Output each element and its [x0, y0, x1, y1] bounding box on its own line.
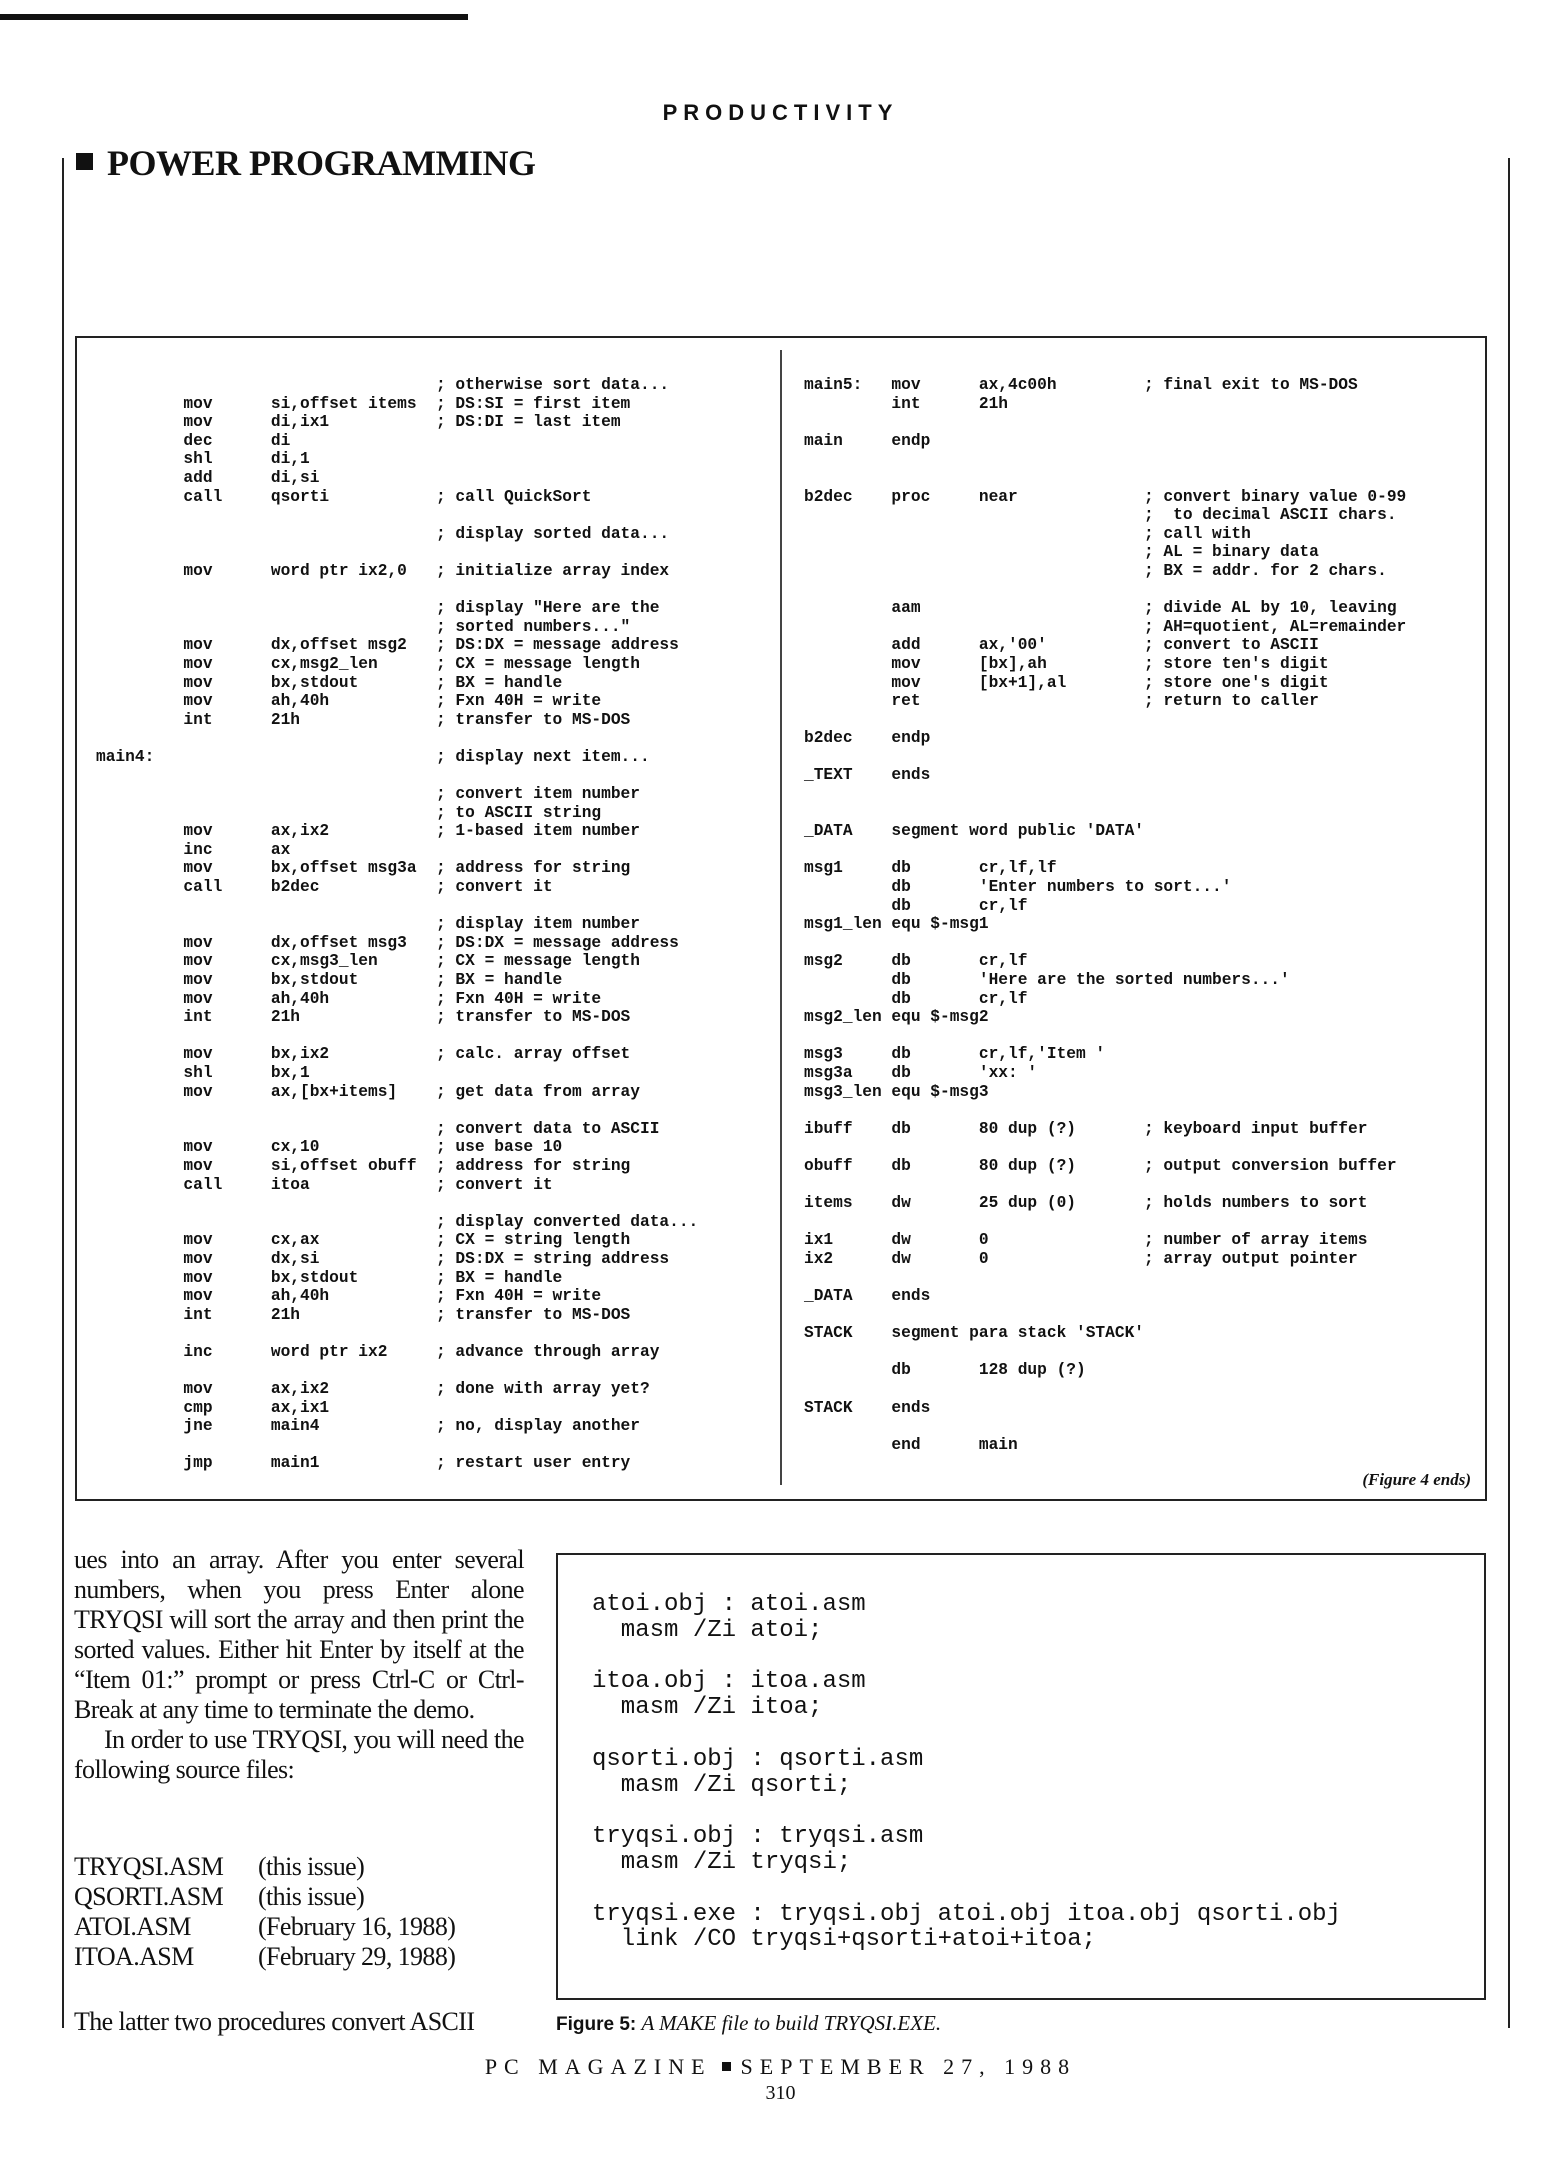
bullet-square-icon	[76, 153, 93, 170]
left-column-rule	[62, 158, 64, 2028]
file-name: ATOI.ASM	[74, 1912, 191, 1941]
file-row	[74, 1882, 455, 1912]
page-footer	[0, 2054, 1561, 2080]
body-last-line: The latter two procedures convert ASCII	[74, 2007, 475, 2036]
file-row	[74, 1852, 455, 1882]
caption-label: Figure 5:	[556, 2014, 637, 2035]
right-column-rule	[1508, 158, 1510, 2028]
file-name: QSORTI.ASM	[74, 1882, 224, 1911]
file-source: (this issue)	[258, 1882, 365, 1911]
file-row	[74, 1912, 455, 1942]
figure4-end-label: (Figure 4 ends)	[1362, 1470, 1471, 1489]
figure5-caption	[556, 2011, 941, 2036]
file-name: ITOA.ASM	[74, 1942, 194, 1971]
file-source: (this issue)	[258, 1852, 365, 1881]
file-source: (February 16, 1988)	[258, 1912, 456, 1941]
footer-bullet-icon	[722, 2062, 731, 2071]
caption-text: A MAKE file to build TRYQSI.EXE.	[641, 2011, 942, 2035]
body-paragraph-2: In order to use TRYQSI, you will need the following source files:	[74, 1725, 524, 1784]
listing-left-column: ; otherwise sort data... mov si,offset items ; DS:SI = first item mov di,ix1 ; DS:DI = last item dec di shl di,1 add di,si call qsorti ; call QuickSort ; display sorted data... mov word ptr ix2,0 ; initialize array index ; display "Here are the ; sorted numbers..." mov dx,offset msg2 ; DS:DX = message address mov cx,msg2_len ; CX = message length mov bx,stdout ; BX = handle mov ah,40h ; Fxn 40H = write int 21h ; transfer to MS-DOS main4: ; display next item... ; convert item number ; to ASCII string mov ax,ix2 ; 1-based item number inc ax mov bx,offset msg3a ; address for string call b2dec ; convert it ; display item number mov dx,offset msg3 ; DS:DX = message address mov cx,msg3_len ; CX = message length mov bx,stdout ; BX = handle mov ah,40h ; Fxn 40H = write int 21h ; transfer to MS-DOS mov bx,ix2 ; calc. array offset shl bx,1 mov ax,[bx+items] ; get data from array ; convert data to ASCII mov cx,10 ; use base 10 mov si,offset obuff ; address for string call itoa ; convert it ; display converted data... mov cx,ax ; CX = string length mov dx,si ; DS:DX = string address mov bx,stdout ; BX = handle mov ah,40h ; Fxn 40H = write int 21h ; transfer to MS-DOS inc word ptr ix2 ; advance through array mov ax,ix2 ; done with array yet? cmp ax,ix1 jne main4 ; no, display another jmp main1 ; restart user entry	[96, 376, 699, 1473]
listing-column-divider	[780, 350, 782, 1485]
column-title-text: POWER PROGRAMMING	[107, 143, 536, 183]
body-paragraph-1: ues into an array. After you enter several numbers, when you press Enter alone TRYQSI will sort the array and then print the sorted values. Either hit Enter by itself at the “Item 01:” prompt or press Ctrl-C or Ctrl-Break at any time to terminate the demo.	[74, 1545, 524, 1724]
figure5-make-file: atoi.obj : atoi.asm masm /Zi atoi; itoa.obj : itoa.asm masm /Zi itoa; qsorti.obj : qsorti.asm masm /Zi qsorti; tryqsi.obj : tryqsi.asm masm /Zi tryqsi; tryqsi.exe : tryqsi.obj atoi.obj itoa.obj qsorti.obj link /CO tryqsi+qsorti+atoi+itoa;	[592, 1591, 1341, 1954]
file-source: (February 29, 1988)	[258, 1942, 456, 1971]
section-label: PRODUCTIVITY	[662, 100, 899, 125]
listing-right-column: main5: mov ax,4c00h ; final exit to MS-DOS int 21h main endp b2dec proc near ; convert binary value 0-99 ; to decimal ASCII chars. ; call with ; AL = binary data ; BX = addr. for 2 chars. aam ; divide AL by 10, leaving ; AH=quotient, AL=remainder add ax,'00' ; convert to ASCII mov [bx],ah ; store ten's digit mov [bx+1],al ; store one's digit ret ; return to caller b2dec endp _TEXT ends _DATA segment word public 'DATA' msg1 db cr,lf,lf db 'Enter numbers to sort...' db cr,lf msg1_len equ $-msg1 msg2 db cr,lf db 'Here are the sorted numbers...' db cr,lf msg2_len equ $-msg2 msg3 db cr,lf,'Item ' msg3a db 'xx: ' msg3_len equ $-msg3 ibuff db 80 dup (?) ; keyboard input buffer obuff db 80 dup (?) ; output conversion buffer items dw 25 dup (0) ; holds numbers to sort ix1 dw 0 ; number of array items ix2 dw 0 ; array output pointer _DATA ends STACK segment para stack 'STACK' db 128 dup (?) STACK ends end main	[804, 376, 1407, 1454]
top-rule	[0, 14, 468, 20]
footer-magazine: PC MAGAZINE	[484, 2054, 712, 2079]
footer-date: SEPTEMBER 27, 1988	[740, 2054, 1077, 2079]
source-file-list	[74, 1852, 455, 1972]
page-number: 310	[765, 2082, 796, 2104]
file-name: TRYQSI.ASM	[74, 1852, 224, 1881]
article-body	[74, 1545, 524, 1785]
column-title	[76, 142, 535, 184]
file-row	[74, 1942, 455, 1972]
